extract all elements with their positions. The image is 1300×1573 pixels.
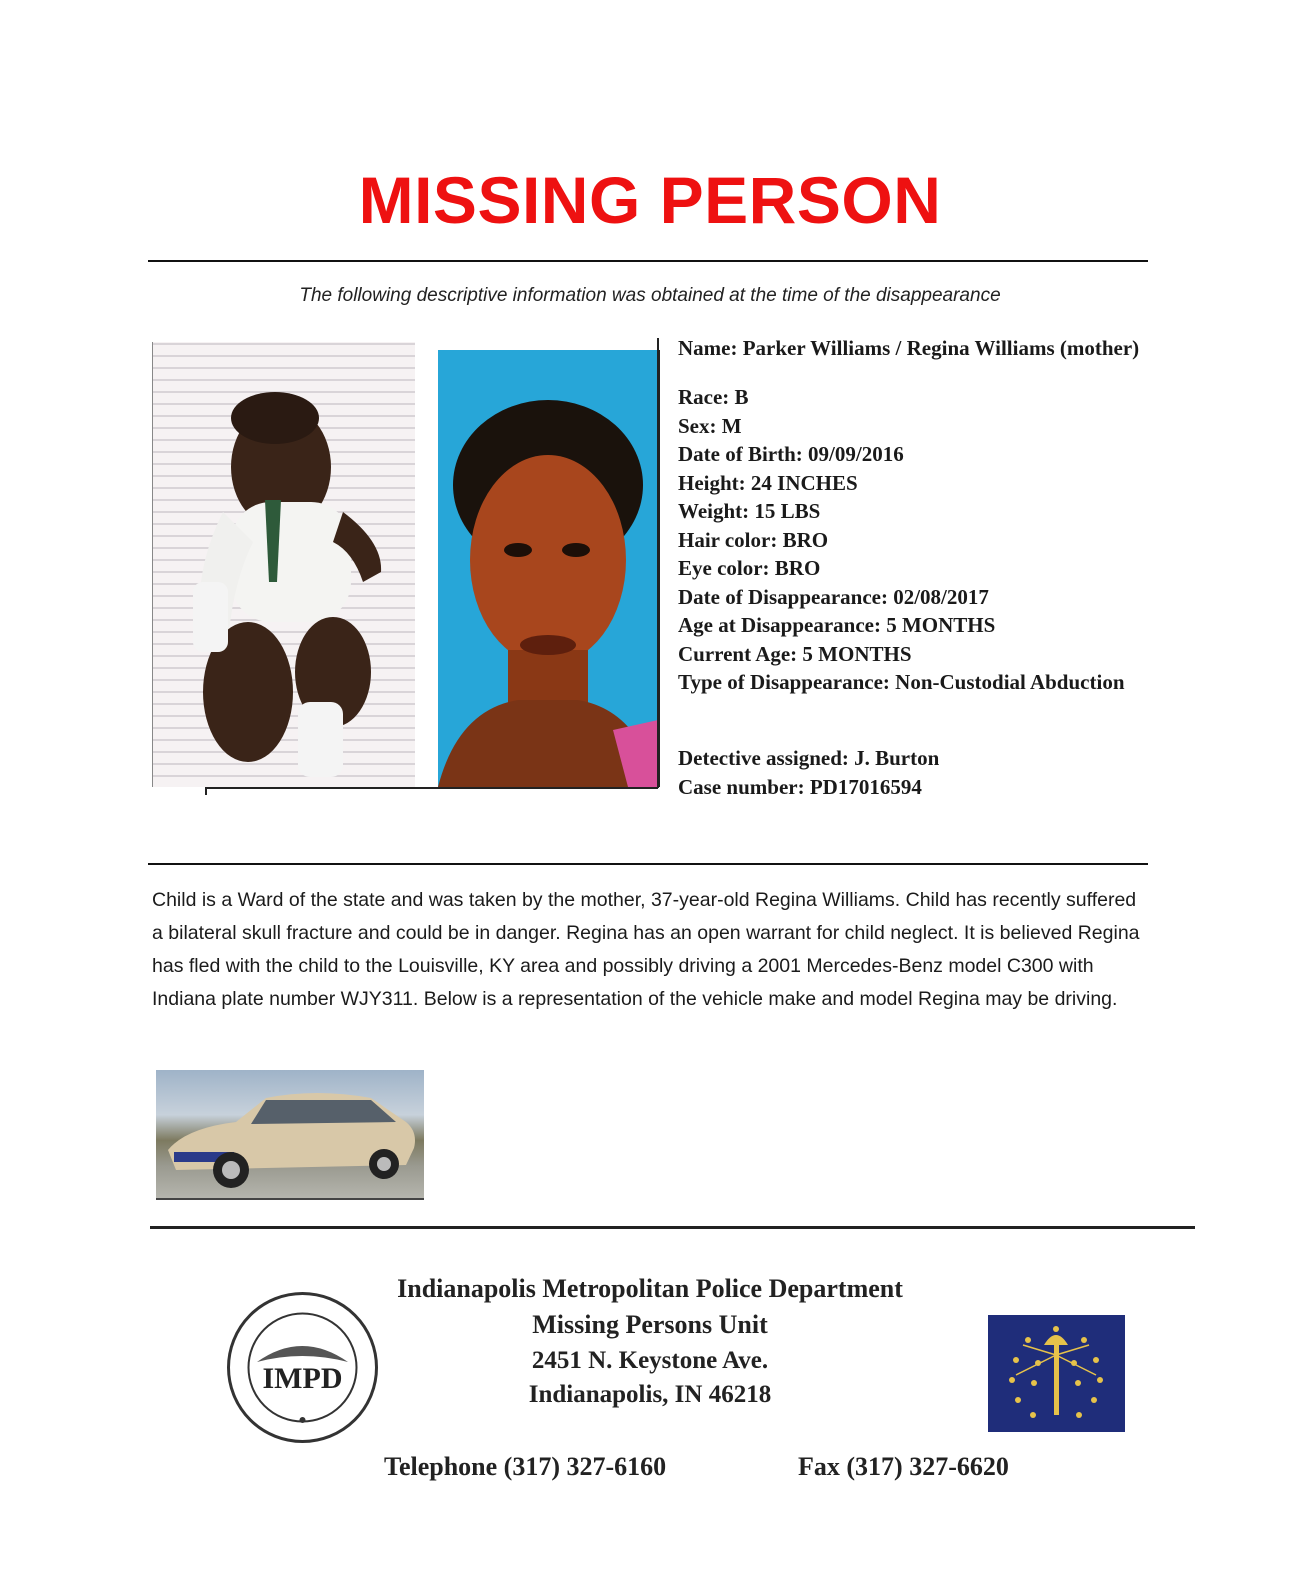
indiana-flag-icon xyxy=(988,1315,1125,1432)
case-info xyxy=(678,744,939,801)
detective-assigned: Detective assigned: J. Burton xyxy=(678,746,940,770)
child-photo-illustration xyxy=(153,342,415,787)
field-date-of-disappearance: Date of Disappearance: 02/08/2017 xyxy=(678,584,989,609)
poster-subtitle: The following descriptive information was obtained at the time of the disappearance xyxy=(299,285,1001,306)
field-current-age: Current Age: 5 MONTHS xyxy=(678,641,912,666)
poster-title: MISSING PERSON xyxy=(358,163,942,237)
vehicle-photo xyxy=(156,1070,424,1200)
indiana-flag xyxy=(988,1315,1125,1432)
field-race: Race: B xyxy=(678,385,749,409)
case-number: Case number: PD17016594 xyxy=(678,774,922,799)
person-details xyxy=(678,383,1125,697)
field-weight: Weight: 15 LBS xyxy=(678,499,821,523)
field-age-at-disappearance: Age at Disappearance: 5 MONTHS xyxy=(678,613,996,637)
field-type-of-disappearance: Type of Disappearance: Non-Custodial Abduction xyxy=(678,670,1125,694)
seal-text: IMPD xyxy=(262,1362,343,1395)
photo-frame-tick xyxy=(205,787,207,795)
divider-footer xyxy=(150,1226,1195,1229)
mother-photo xyxy=(438,350,660,787)
field-sex: Sex: M xyxy=(678,413,742,438)
divider-middle xyxy=(148,863,1148,865)
footer-unit: Missing Persons Unit xyxy=(532,1310,768,1339)
field-eye-color: Eye color: BRO xyxy=(678,556,821,580)
footer-address-city: Indianapolis, IN 46218 xyxy=(528,1381,772,1408)
child-photo xyxy=(152,342,415,787)
case-description: Child is a Ward of the state and was taken by the mother, 37-year-old Regina Williams. Child has recently suffered a bilateral skull fracture and could be in danger. Regina has an open warrant for child neglect. It is believed Regina has fled with the child to the Louisville, KY area and possibly driving a 2001 Mercedes-Benz model C300 with Indiana plate number WJY311. Below is a representation of the vehicle make and model Regina may be driving. xyxy=(152,889,1140,1010)
photo-frame-edge xyxy=(657,338,659,788)
footer-address-street: 2451 N. Keystone Ave. xyxy=(531,1347,769,1374)
footer-organization: Indianapolis Metropolitan Police Department xyxy=(397,1274,903,1303)
mother-photo-illustration xyxy=(438,350,658,787)
footer-telephone: Telephone (317) 327-6160 xyxy=(384,1452,667,1481)
divider-top xyxy=(148,260,1148,262)
person-name: Name: Parker Williams / Regina Williams (mother) xyxy=(678,336,1140,360)
footer-fax: Fax (317) 327-6620 xyxy=(798,1452,1009,1481)
vehicle-illustration xyxy=(156,1070,424,1198)
field-height: Height: 24 INCHES xyxy=(678,470,858,495)
field-date-of-birth: Date of Birth: 09/09/2016 xyxy=(678,442,904,466)
field-hair-color: Hair color: BRO xyxy=(678,527,829,552)
photo-frame-underline xyxy=(205,787,658,789)
